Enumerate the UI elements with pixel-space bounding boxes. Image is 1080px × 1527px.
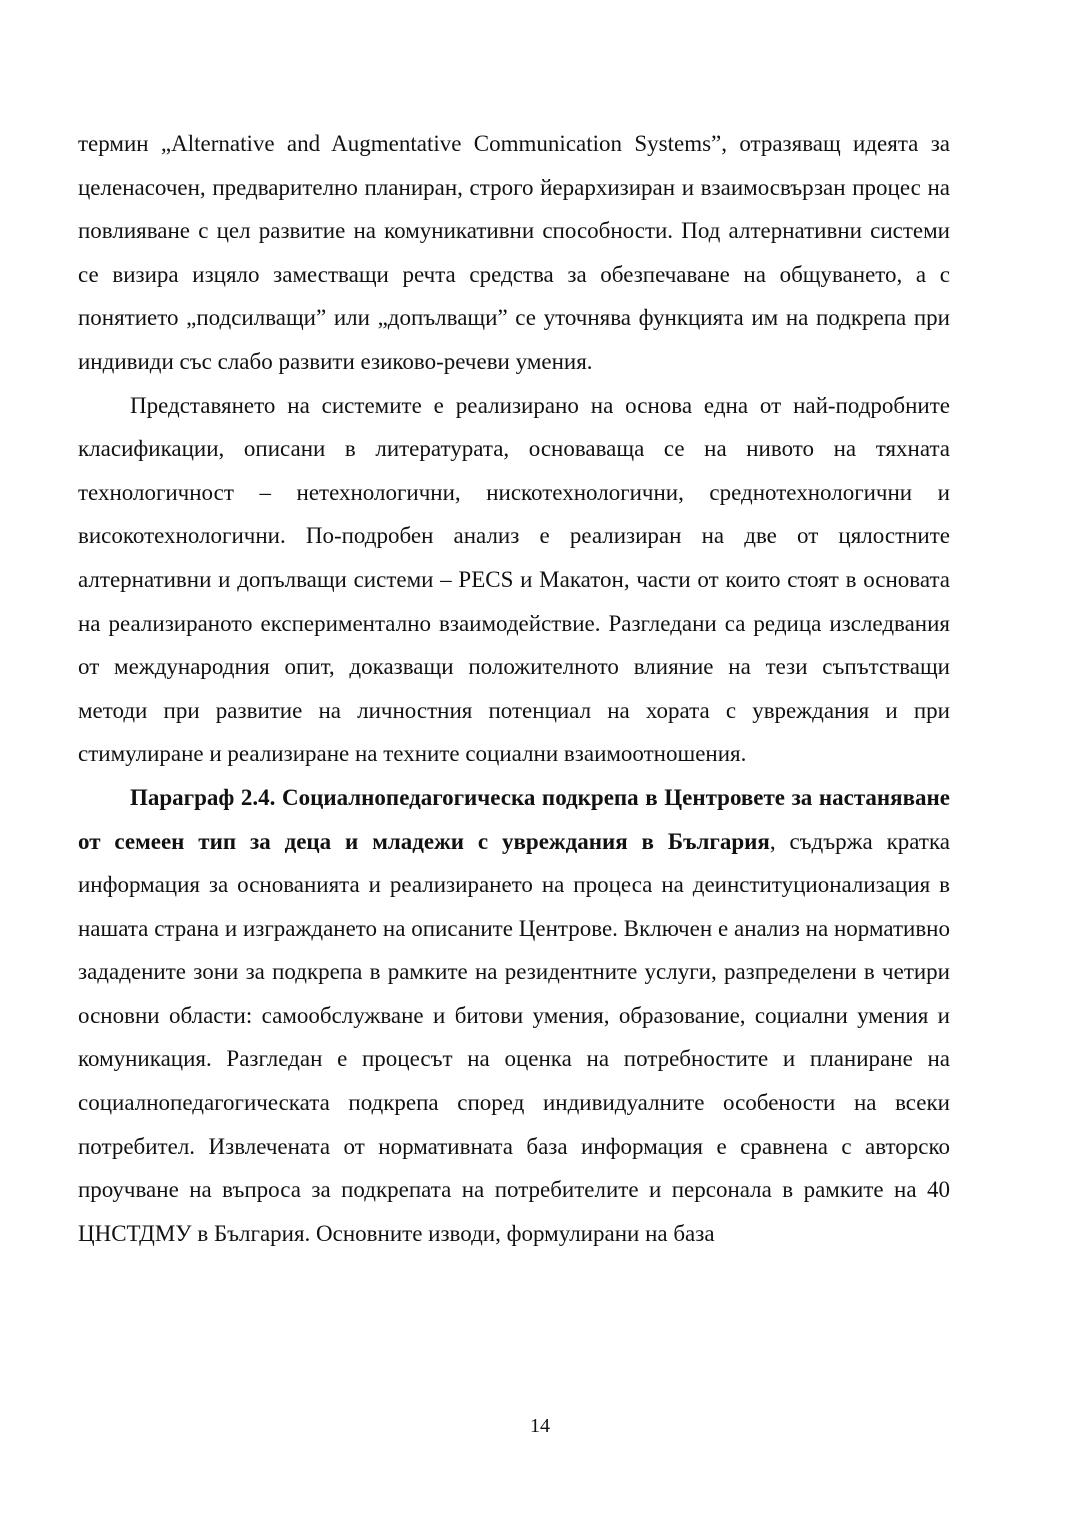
page-number: 14 <box>530 1415 550 1437</box>
section-heading-2-4: Параграф 2.4. Социалнопедагогическа подкрепа в Центровете за настаняване от семеен тип за деца и младежи с увреждания в България <box>78 784 950 854</box>
section-2-4-body: , съдържа кратка информация за основанията и реализирането на процеса на деинституционализация в нашата страна и изграждането на описаните Центрове. Включен е анализ на нормативно зададените зони за подкрепа в рамките на резидентните услуги, разпределени в четири основни области: самообслужване и битови умения, образование, социални умения и комуникация. Разгледан е процесът на оценка на потребностите и планиране на социалнопедагогическата подкрепа според индивидуалните особености на всеки потребител. Извлечената от нормативната база информация е сравнена с авторско проучване на въпроса за подкрепата на потребителите и персонала в рамките на 40 ЦНСТДМУ в България. Основните изводи, формулирани на база <box>78 828 950 1246</box>
paragraph-section-2-4 <box>78 776 950 1256</box>
paragraph-systems-classification: Представянето на системите е реализирано на основа една от най-подробните класификации, описани в литературата, основаваща се на нивото на тяхната технологичност – нетехнологични, нискотехнологични, среднотехнологични и високотехнологични. По-подробен анализ е реализиран на две от цялостните алтернативни и допълващи системи – PECS и Макатон, части от които стоят в основата на реализираното експериментално взаимодействие. Разгледани са редица изследвания от международния опит, доказващи положителното влияние на тези съпътстващи методи при развитие на личностния потенциал на хората с увреждания и при стимулиране и реализиране на техните социални взаимоотношения. <box>78 392 950 767</box>
paragraph-aac-term: термин „Alternative and Augmentative Communication Systems”, отразяващ идеята за целенасочен, предварително планиран, строго йерархизиран и взаимосвързан процес на повлияване с цел развитие на комуникативни способности. Под алтернативни системи се визира изцяло заместващи речта средства за обезпечаване на общуването, а с понятието „подсилващи” или „допълващи” се уточнява функцията им на подкрепа при индивиди със слабо развити езиково-речеви умения. <box>78 131 950 374</box>
document-page <box>78 122 950 1255</box>
